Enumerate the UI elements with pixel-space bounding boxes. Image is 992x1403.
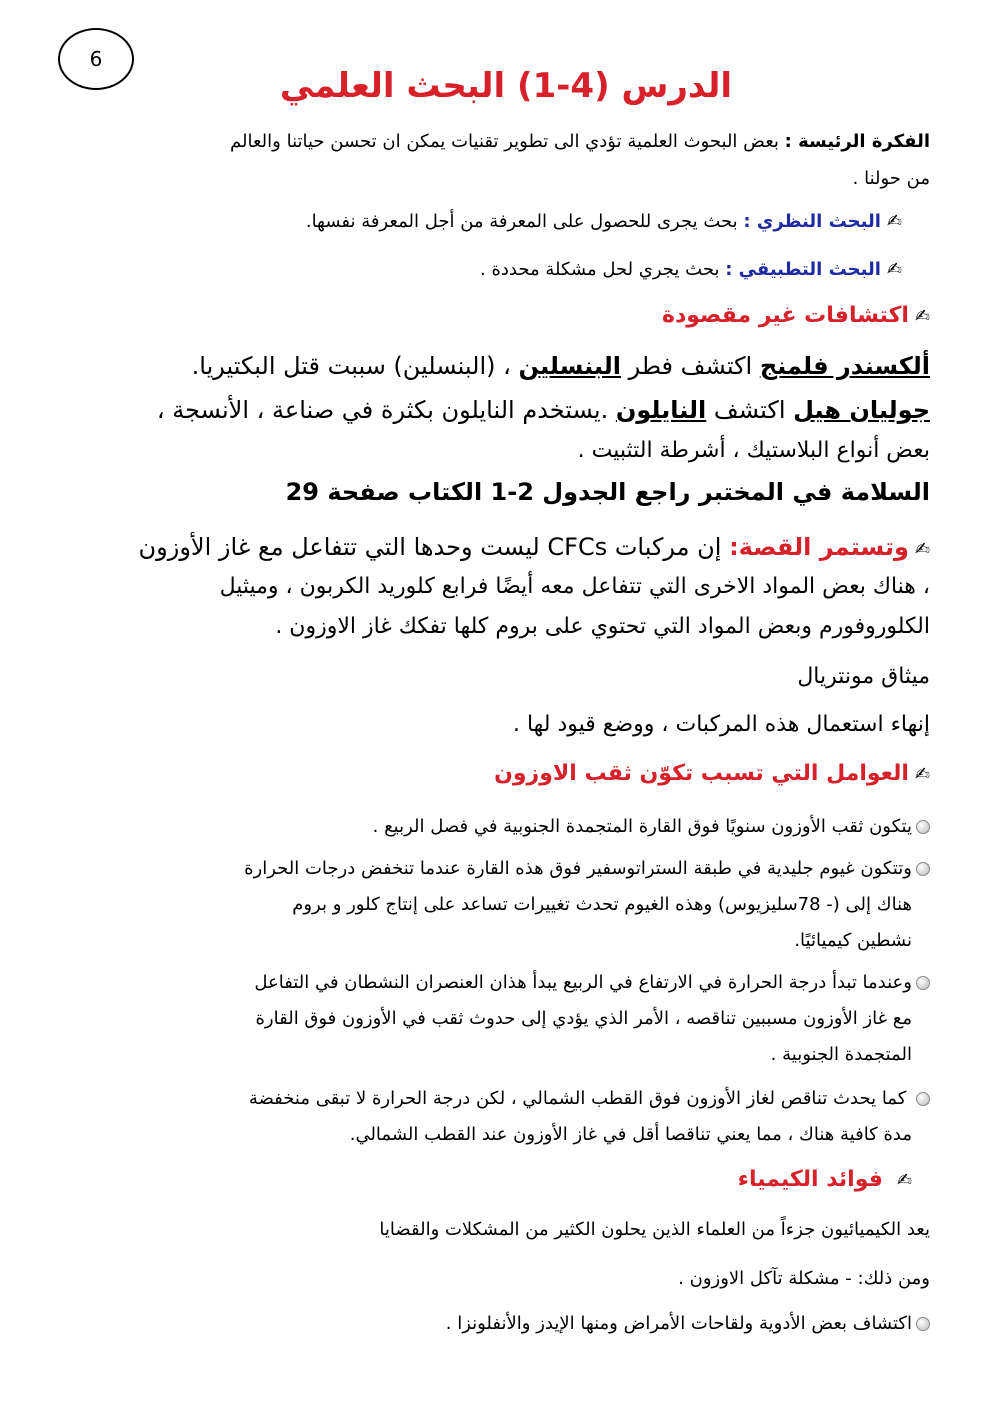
writing-hand-icon: ✍ <box>886 259 902 280</box>
writing-hand-icon: ✍ <box>914 764 930 785</box>
fleming-name: ألكسندر فلمنج <box>759 352 930 380</box>
page-number: 6 <box>58 28 134 90</box>
pure-research-line <box>306 211 902 232</box>
pure-research-text: بحث يجرى للحصول على المعرفة من أجل المعرفة نفسها. <box>305 211 744 232</box>
accidental-heading-text: اكتشافات غير مقصودة <box>661 303 909 328</box>
julian-line-2: بعض أنواع البلاستيك ، أشرطة التثبيت . <box>577 438 930 463</box>
circle-bullet-icon <box>916 862 930 876</box>
factor-bullet-3 <box>254 972 930 993</box>
factor-4-line-1: كما يحدث تناقص لغاز الأوزون فوق القطب الشمالي ، لكن درجة الحرارة لا تبقى منخفضة <box>248 1088 912 1109</box>
benefits-line-1: يعد الكيميائيون جزءاً من العلماء الذين يحلون الكثير من المشكلات والقضايا <box>379 1219 930 1240</box>
nylon-term: النايلون <box>615 396 707 424</box>
main-idea-line-2: من حولنا . <box>852 168 930 189</box>
applied-research-label: البحث التطبيقي : <box>725 259 881 280</box>
factor-3-line-2: مع غاز الأوزون مسببين تناقصه ، الأمر الذي يؤدي إلى حدوث ثقب في الأوزون فوق القارة <box>255 1008 912 1029</box>
lab-safety-line: السلامة في المختبر راجع الجدول 2-1 الكتاب صفحة 29 <box>285 478 930 506</box>
fleming-text-1: اكتشف فطر <box>620 352 760 380</box>
factor-2-line-1: وتتكون غيوم جليدية في طبقة الستراتوسفير فوق هذه القارة عندما تنخفض درجات الحرارة <box>244 858 912 879</box>
factor-3-line-3: المتجمدة الجنوبية . <box>770 1044 912 1065</box>
circle-bullet-icon <box>916 1092 930 1106</box>
pure-research-label: البحث النظري : <box>743 211 881 232</box>
circle-bullet-icon <box>916 820 930 834</box>
writing-hand-icon: ✍ <box>914 539 930 560</box>
penicillin-term: البنسلين <box>518 352 621 380</box>
story-label: وتستمر القصة: <box>729 533 909 561</box>
factor-1-text: يتكون ثقب الأوزون سنويًا فوق القارة المتجمدة الجنوبية في فصل الربيع . <box>372 816 912 837</box>
accidental-discoveries-heading <box>662 303 930 328</box>
fleming-text-2: ، (البنسلين) سببت قتل البكتيريا. <box>191 352 519 380</box>
benefits-heading-text: فوائد الكيمياء <box>737 1167 883 1192</box>
benefits-line-3 <box>446 1313 930 1334</box>
story-line-2: ، هناك بعض المواد الاخرى التي تتفاعل معه أيضًا فرابع كلوريد الكربون ، وميثيل <box>219 574 930 599</box>
factors-heading <box>494 761 930 786</box>
writing-hand-icon: ✍ <box>896 1170 912 1191</box>
julian-text-2: .يستخدم النايلون بكثرة في صناعة ، الأنسجة ، <box>156 396 616 424</box>
circle-bullet-icon <box>916 976 930 990</box>
story-line-3: الكلوروفورم وبعض المواد التي تحتوي على بروم كلها تفكك غاز الاوزون . <box>275 614 930 639</box>
writing-hand-icon: ✍ <box>886 211 902 232</box>
story-line-1 <box>139 533 930 561</box>
benefits-heading <box>738 1167 912 1192</box>
julian-text-1: اكتشف <box>706 396 794 424</box>
factor-bullet-4 <box>249 1088 930 1109</box>
julian-line-1 <box>157 396 930 424</box>
benefits-line-3-text: اكتشاف بعض الأدوية ولقاحات الأمراض ومنها الإيدز والأنفلونزا . <box>445 1313 912 1334</box>
main-idea-text: بعض البحوث العلمية تؤدي الى تطوير تقنيات يمكن ان تحسن حياتنا والعالم <box>230 131 785 152</box>
main-idea-label: الفكرة الرئيسة : <box>784 131 930 152</box>
fleming-line <box>192 352 930 380</box>
writing-hand-icon: ✍ <box>914 306 930 327</box>
factor-2-line-3: نشطين كيميائيًا. <box>794 930 912 951</box>
factor-bullet-1 <box>373 816 930 837</box>
story-text-1: إن مركبات CFCs ليست وحدها التي تتفاعل مع غاز الأوزون <box>138 533 730 561</box>
benefits-line-2: ومن ذلك: - مشكلة تآكل الاوزون . <box>678 1268 930 1289</box>
julian-name: جوليان هيل <box>793 396 930 424</box>
factor-3-line-1: وعندما تبدأ درجة الحرارة في الارتفاع في الربيع يبدأ هذان العنصران النشطان في التفاعل <box>254 972 912 993</box>
applied-research-line <box>480 259 902 280</box>
factor-bullet-2 <box>244 858 930 879</box>
factor-4-line-2: مدة كافية هناك ، مما يعني تناقصا أقل في غاز الأوزون عند القطب الشمالي. <box>349 1124 912 1145</box>
applied-research-text: بحث يجري لحل مشكلة محددة . <box>480 259 726 280</box>
main-idea-line-1 <box>230 131 930 152</box>
factors-heading-text: العوامل التي تسبب تكوّن ثقب الاوزون <box>494 761 909 786</box>
montreal-protocol: ميثاق مونتريال <box>797 664 930 689</box>
lesson-title: الدرس (4-1) البحث العلمي <box>279 66 732 106</box>
montreal-text: إنهاء استعمال هذه المركبات ، ووضع قيود لها . <box>512 712 930 737</box>
factor-2-line-2: هناك إلى (- 78سليزيوس) وهذه الغيوم تحدث تغييرات تساعد على إنتاج كلور و بروم <box>292 894 912 915</box>
circle-bullet-icon <box>916 1317 930 1331</box>
